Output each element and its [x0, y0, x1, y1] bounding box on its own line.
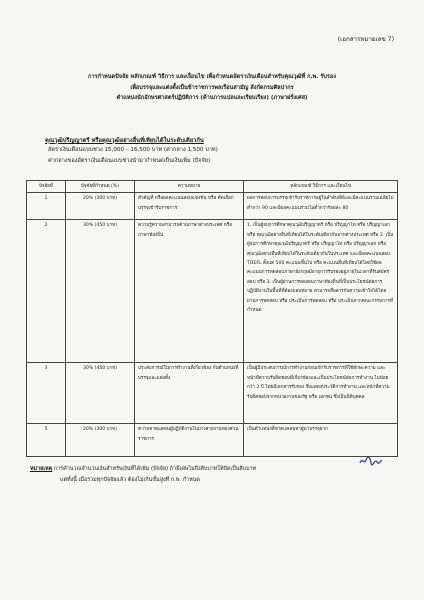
cell-rate: 30% (450 บาท)	[66, 363, 135, 424]
footnote-lead: หมายเหตุ	[30, 466, 53, 472]
cell-level: 3	[27, 363, 66, 424]
document-heading	[40, 72, 384, 104]
section-title: คุณวุฒิปริญญาตรี หรือคุณวุฒิอย่างอื่นที่เทียบได้ในระดับเดียวกัน	[45, 138, 204, 144]
header-criteria: หลักเกณฑ์ วิธีการ และเงื่อนไข	[244, 181, 398, 193]
cell-level: 2	[27, 220, 66, 363]
heading-line-2: เพื่อบรรจุและแต่งตั้งเป็นข้าราชการพลเรือนสามัญ สังกัดกรมศิลปากร	[130, 84, 294, 91]
heading-line-3: ตำแหน่งนักอักษรศาสตร์ปฏิบัติการ (ด้านการแปลและเรียบเรียง) (ภาษาฝรั่งเศส)	[116, 95, 308, 101]
table-row	[27, 363, 398, 424]
signature-mark	[358, 455, 384, 467]
calculation-line: ค่ากลางของอัตราเงินเดือนแบบช่วงนำมากำหนดเป็นเงินเพิ่ม (ปัจจัย)	[48, 158, 211, 164]
footnote-line-1	[30, 464, 394, 475]
table-header-row	[27, 181, 398, 193]
cell-criteria: เป็นผู้มีประสบการณ์การทำงานก่อนเข้ารับราชการที่ใช้ทักษะความ และหน้าที่ความรับผิดชอบที่เกี่ยวข้องและเป็นประโยชน์ต่อการทำงาน ไม่น้อยกว่า 2 ปี โดยมีเอกสารรับรอง ซึ่งแสดงประวัติการทำงาน และหน้าที่ความรับผิดชอบจากหน่วยงานของรัฐ หรือ เอกชน ซึ่งเป็นนิติบุคคล	[244, 363, 398, 424]
footnote	[30, 464, 394, 486]
cell-description: ความขาดแคลนผู้ปฏิบัติงานในบางสายงานของส่วนราชการ	[135, 424, 244, 457]
cell-description: ความรู้ความสามารถด้านภาษาต่างประเทศ หรือภาษาท้องถิ่น	[135, 220, 244, 363]
cell-criteria: 1. เป็นผู้จบการศึกษาคุณวุฒิปริญญาตรี หรือ ปริญญาโท หรือ ปริญญาเอก หรือ คุณวุฒิอย่างอื่นที่เทียบได้ในระดับเดียวกันจากต่างประเทศ หรือ 2. เป็นผู้จบการศึกษาคุณวุฒิปริญญาตรี หรือ ปริญญาโท หรือ ปริญญาเอก หรือ คุณวุฒิอย่างอื่นที่เทียบได้ในระดับเดียวกันในประเทศ และมีผลคะแนนสอบ TOEFL ตั้งแต่ 500 คะแนนขึ้นไป หรือ คะแนนอื่นที่เทียบได้โดยใช้ผลคะแนนการทดสอบภาษาอังกฤษมีอายุการรับรองอยู่ภายในเวลาที่รับสมัครสอบ หรือ 3. เป็นผู้ผ่านการทดสอบภาษาท้องถิ่นที่เป็นประโยชน์ต่อการปฏิบัติงานในพื้นที่ที่ต้องมอบหมาย สามารถสื่อสารกับความเข้าใจได้โดยผ่านการทดสอบ หรือ ประเมินการทดสอบ หรือ ประเมินจากคณะกรรมการที่กำหนด	[244, 220, 398, 363]
header-rate: ปัจจัยที่กำหนด (%)	[66, 181, 135, 193]
heading-line-1: การกำหนดปัจจัย หลักเกณฑ์ วิธีการ และเงื่อนไข เพื่อกำหนดอัตราเงินเดือนสำหรับคุณวุฒิที่ ก.พ. รับรอง	[87, 74, 337, 80]
footnote-text-1: การคำนวณจำนวนเงินสำหรับเงินที่ได้เพิ่ม (ปัจจัย) ถ้ามีเศษไม่ถึงสิบบาทให้ปัดเป็นสิบบาท	[53, 466, 257, 472]
cell-rate: 20% (300 บาท)	[66, 193, 135, 220]
cell-criteria: ผลการสอบการบรรจุเข้ารับราชการอยู่ในลำดับที่ดีและมีคะแนนรวมเฉลี่ยไม่ต่ำกว่า 90 และมีผลคะแนนรวมไม่ต่ำกว่าร้อยละ 80	[244, 193, 398, 220]
salary-range-line: อัตราเงินเดือนแบบช่วง 15,000 – 16,500 บาท (ค่ากลาง 1,500 บาท)	[48, 147, 218, 153]
cell-rate: 20% (300 บาท)	[66, 424, 135, 457]
table-row	[27, 424, 398, 457]
cell-description: ประสบการณ์ในการทำงานที่เกี่ยวข้อง กับตำแหน่งที่บรรจุและแต่งตั้ง	[135, 363, 244, 424]
cell-criteria: เป็นตำแหน่งที่ขาดแคลนหาผู้มาบรรจุยาก	[244, 424, 398, 457]
footnote-text-2: แต่ทั้งนี้ เมื่อรวมทุกปัจจัยแล้ว ต้องไม่เกินขั้นสูงที่ ก.พ. กำหนด	[60, 477, 200, 483]
table-row	[27, 220, 398, 363]
document-reference: (เอกสารหมายเลข 7)	[337, 36, 394, 43]
cell-description: สำคัญที่ หรือผลคะแนนสอบแข่งขัน หรือ คัดเลือกบรรจุเข้ารับราชการ	[135, 193, 244, 220]
criteria-table	[26, 180, 398, 457]
header-description: ความหมาย	[135, 181, 244, 193]
cell-level: 5	[27, 424, 66, 457]
cell-rate: 30% (450 บาท)	[66, 220, 135, 363]
table-row	[27, 193, 398, 220]
cell-level: 1	[27, 193, 66, 220]
header-level: ปัจจัยที่	[27, 181, 66, 193]
